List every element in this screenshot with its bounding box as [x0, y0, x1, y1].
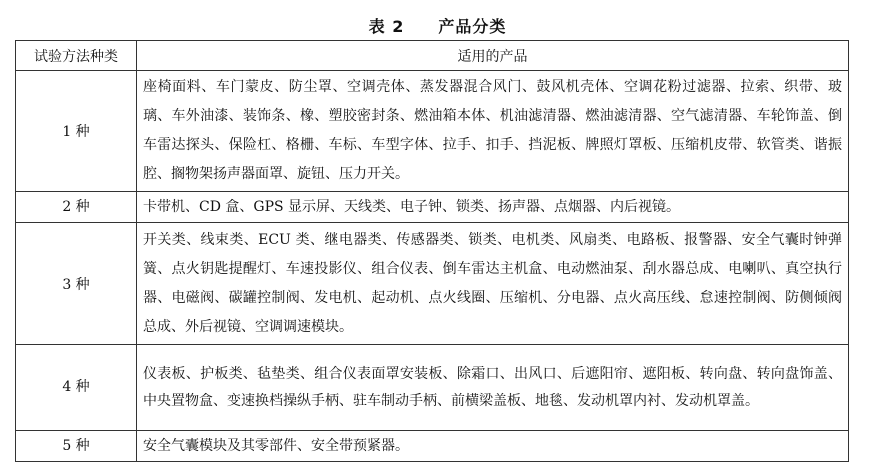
applicable-products: 座椅面料、车门蒙皮、防尘罩、空调壳体、蒸发器混合风门、鼓风机壳体、空调花粉过滤器、拉索、织带、玻璃、车外油漆、装饰条、橡、塑胶密封条、燃油箱本体、机油滤清器、燃油滤清器、空气滤清器、车轮饰盖、倒车雷达探头、保险杠、格栅、车标、车型字体、拉手、扣手、挡泥板、牌照灯罩板、压缩机皮带、软管类、谐振腔、搁物架扬声器面罩、旋钮、压力开关。: [137, 71, 849, 192]
applicable-products: 安全气囊模块及其零部件、安全带预紧器。: [137, 431, 849, 462]
test-method-kind: 1 种: [16, 71, 137, 192]
table-row: [16, 192, 849, 223]
table-header-row: [16, 41, 849, 71]
table-row: [16, 431, 849, 462]
table-row: [16, 71, 849, 192]
test-method-kind: 3 种: [16, 223, 137, 345]
test-method-kind: 2 种: [16, 192, 137, 223]
header-applicable-products: 适用的产品: [137, 41, 849, 71]
table-title: 产品分类: [438, 17, 507, 36]
product-classification-table: [15, 40, 849, 462]
applicable-products: 仪表板、护板类、毡垫类、组合仪表面罩安装板、除霜口、出风口、后遮阳帘、遮阳板、转向盘、转向盘饰盖、中央置物盒、变速换档操纵手柄、驻车制动手柄、前横梁盖板、地毯、发动机罩内衬、发动机罩盖。: [137, 345, 849, 431]
test-method-kind: 4 种: [16, 345, 137, 431]
table-row: [16, 345, 849, 431]
table-caption: [0, 14, 875, 37]
table-number: 表 2: [368, 17, 405, 36]
header-test-method-type: 试验方法种类: [16, 41, 137, 71]
table-row: [16, 223, 849, 345]
applicable-products: 卡带机、CD 盒、GPS 显示屏、天线类、电子钟、锁类、扬声器、点烟器、内后视镜。: [137, 192, 849, 223]
applicable-products: 开关类、线束类、ECU 类、继电器类、传感器类、锁类、电机类、风扇类、电路板、报警器、安全气囊时钟弹簧、点火钥匙提醒灯、车速投影仪、组合仪表、倒车雷达主机盒、电动燃油泵、刮水器总成、电喇叭、真空执行器、电磁阀、碳罐控制阀、发电机、起动机、点火线圈、压缩机、分电器、点火高压线、怠速控制阀、防侧倾阀总成、外后视镜、空调调速模块。: [137, 223, 849, 345]
test-method-kind: 5 种: [16, 431, 137, 462]
